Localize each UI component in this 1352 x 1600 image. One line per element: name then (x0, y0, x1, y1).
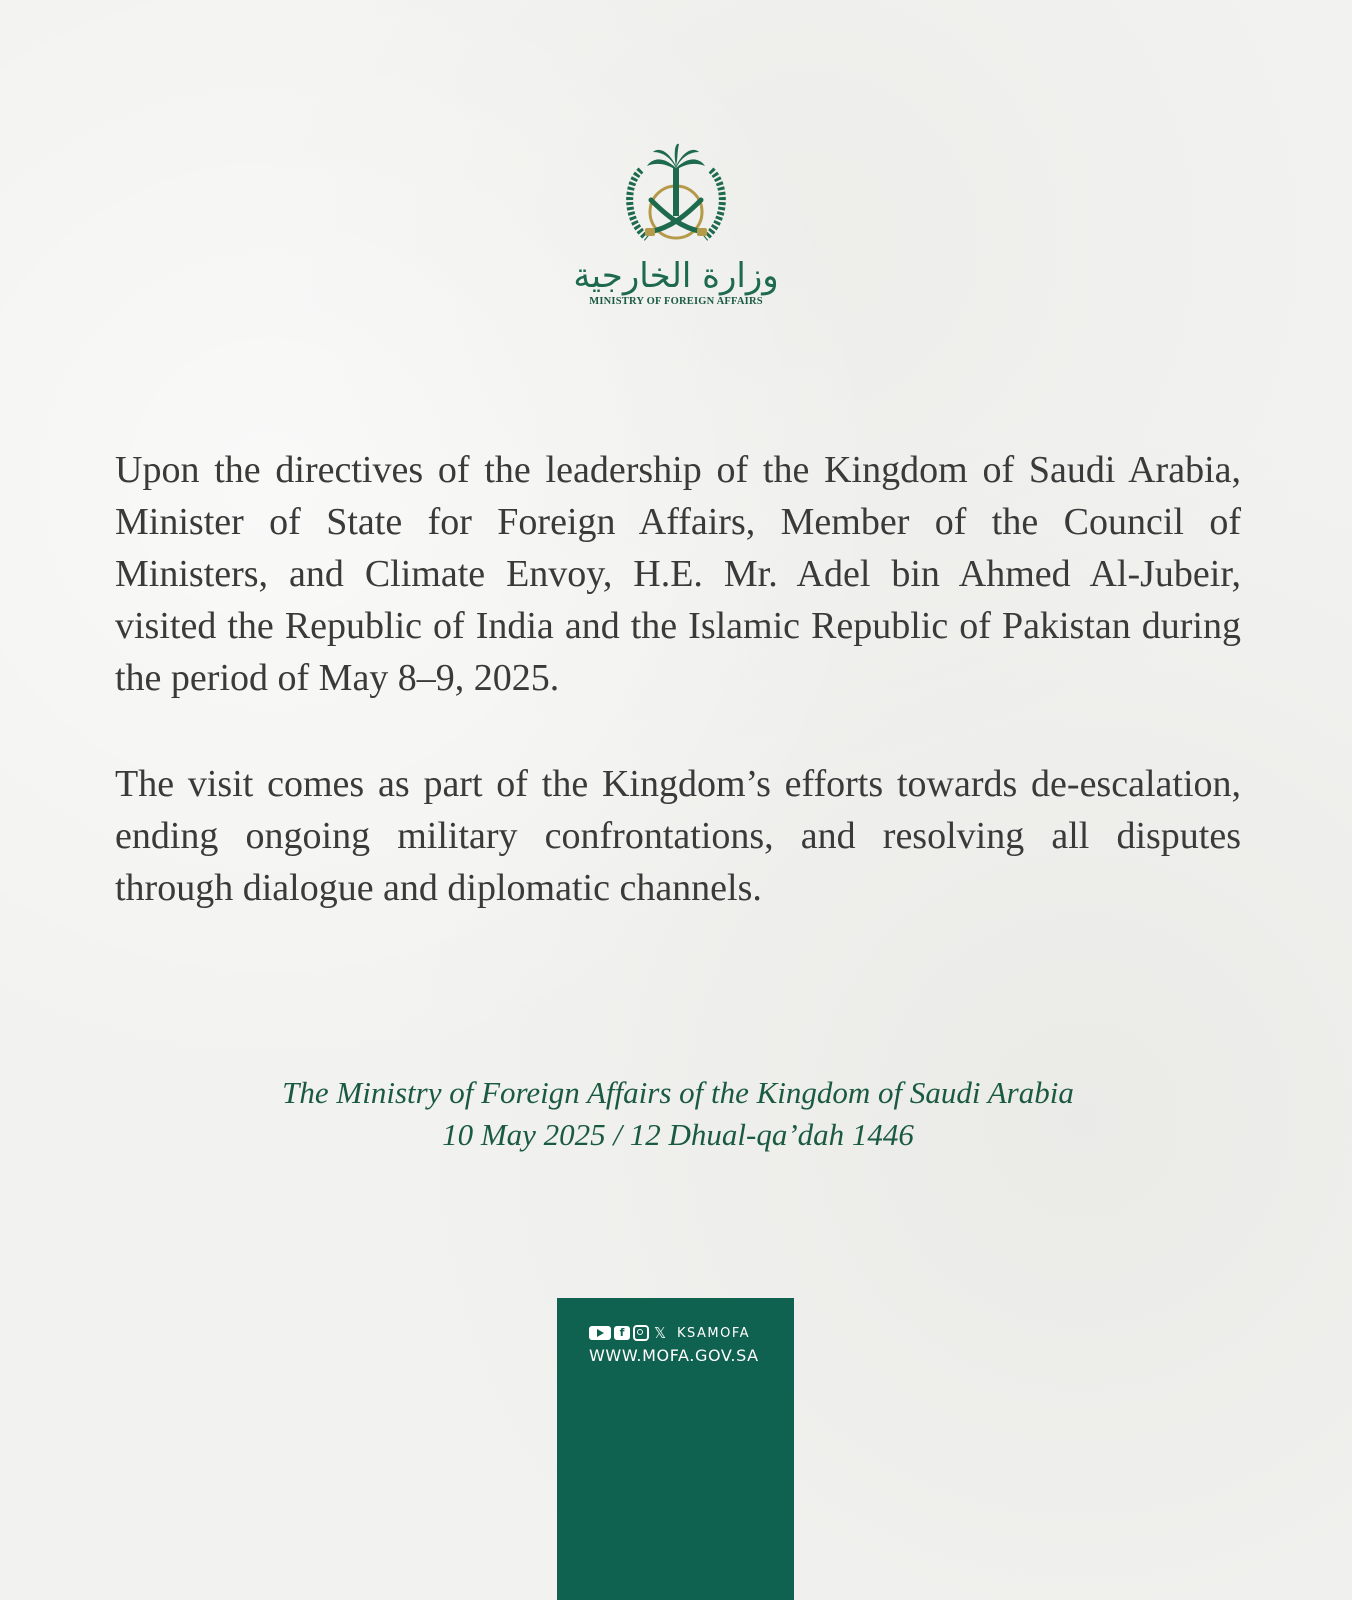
website-link[interactable]: WWW.MOFA.GOV.SA (589, 1346, 759, 1365)
signature-date: 10 May 2025 / 12 Dhual-qa’dah 1446 (442, 1117, 914, 1152)
footer-contact-panel (557, 1298, 794, 1600)
x-icon[interactable]: 𝕏 (653, 1324, 667, 1342)
social-handle[interactable]: KSAMOFA (677, 1325, 751, 1341)
youtube-icon[interactable] (589, 1326, 611, 1340)
statement-paragraph-2: The visit comes as part of the Kingdom’s efforts towards de-escalation, ending ongoing military confrontations, and resolving all disputes through dialogue and diplomatic channels. (115, 763, 1241, 909)
instagram-icon[interactable] (633, 1325, 649, 1341)
logo-english-text: MINISTRY OF FOREIGN AFFAIRS (589, 296, 763, 307)
ministry-logo (566, 140, 786, 340)
signature-ministry: The Ministry of Foreign Affairs of the Kingdom of Saudi Arabia (282, 1075, 1074, 1110)
statement-paragraph-1: Upon the directives of the leadership of the Kingdom of Saudi Arabia, Minister of State for Foreign Affairs, Member of the Council of Ministers, and Climate Envoy, H.E. Mr. Adel bin Ahmed Al-Jubeir, visited the Republic of India and the Islamic Republic of Pakistan during the period of May 8–9, 2025. (115, 449, 1241, 699)
social-links-row (589, 1324, 750, 1342)
facebook-icon[interactable]: f (614, 1326, 630, 1340)
saudi-emblem-icon (611, 140, 741, 250)
logo-arabic-text: وزارة الخارجية (573, 256, 779, 296)
